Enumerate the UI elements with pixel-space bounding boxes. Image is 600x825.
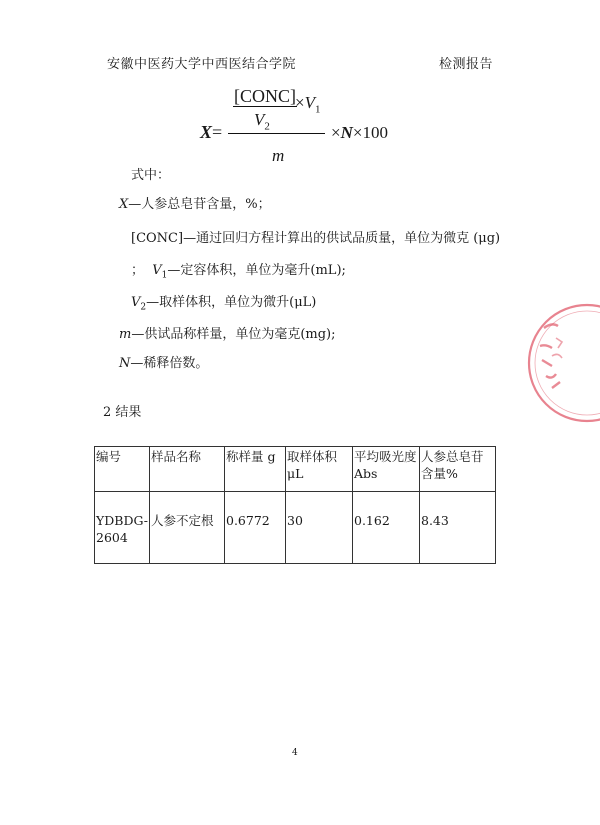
header-report-type: 检测报告 <box>439 57 494 72</box>
seal-stamp-icon <box>522 298 600 428</box>
formula-m: m <box>272 146 285 165</box>
table-header-cell: 称样量 g <box>225 447 286 492</box>
definition-x: X—人参总皂苷含量，%； <box>119 197 271 212</box>
table-cell: 0.162 <box>353 492 420 564</box>
formula-conc: [CONC] <box>234 86 296 106</box>
section-title: 2 结果 <box>103 405 142 420</box>
table-header-cell: 样品名称 <box>150 447 225 492</box>
table-cell: 人参不定根 <box>150 492 225 564</box>
table-header-cell: 人参总皂苷含量% <box>420 447 496 492</box>
definition-v2: $V_2—$取样体积，单位为微升(μL) <box>131 295 317 313</box>
page-number: 4 <box>292 748 298 758</box>
table-header-cell: 平均吸光度 Abs <box>353 447 420 492</box>
table-cell: 8.43 <box>420 492 496 564</box>
formula-fraction-bar <box>228 133 325 134</box>
table-cell: 0.6772 <box>225 492 286 564</box>
table-row <box>95 492 496 564</box>
definition-v1: ； $V_1—$定容体积，单位为毫升(mL); <box>131 263 346 281</box>
table-cell: 30 <box>286 492 353 564</box>
table-header-cell: 编号 <box>95 447 150 492</box>
definition-n: N—稀释倍数。 <box>119 356 209 371</box>
definitions-intro: 式中： <box>131 168 171 183</box>
formula-lhs: X= <box>200 122 223 142</box>
table-cell: YDBDG-2604 <box>95 492 150 564</box>
results-table <box>94 446 496 564</box>
definition-conc: [CONC]—通过回归方程计算出的供试品质量，单位为微克 (μg) <box>131 231 501 246</box>
formula-v2: $V_2$ <box>254 110 270 133</box>
formula-times-v1: $\times V_1$ <box>295 93 321 116</box>
table-header-row <box>95 447 496 492</box>
formula-rhs: ×N×100 <box>331 123 388 142</box>
table-header-cell: 取样体积 μL <box>286 447 353 492</box>
header-institution: 安徽中医药大学中西医结合学院 <box>107 57 297 72</box>
definition-m: m—供试品称样量，单位为毫克(mg); <box>119 327 336 342</box>
